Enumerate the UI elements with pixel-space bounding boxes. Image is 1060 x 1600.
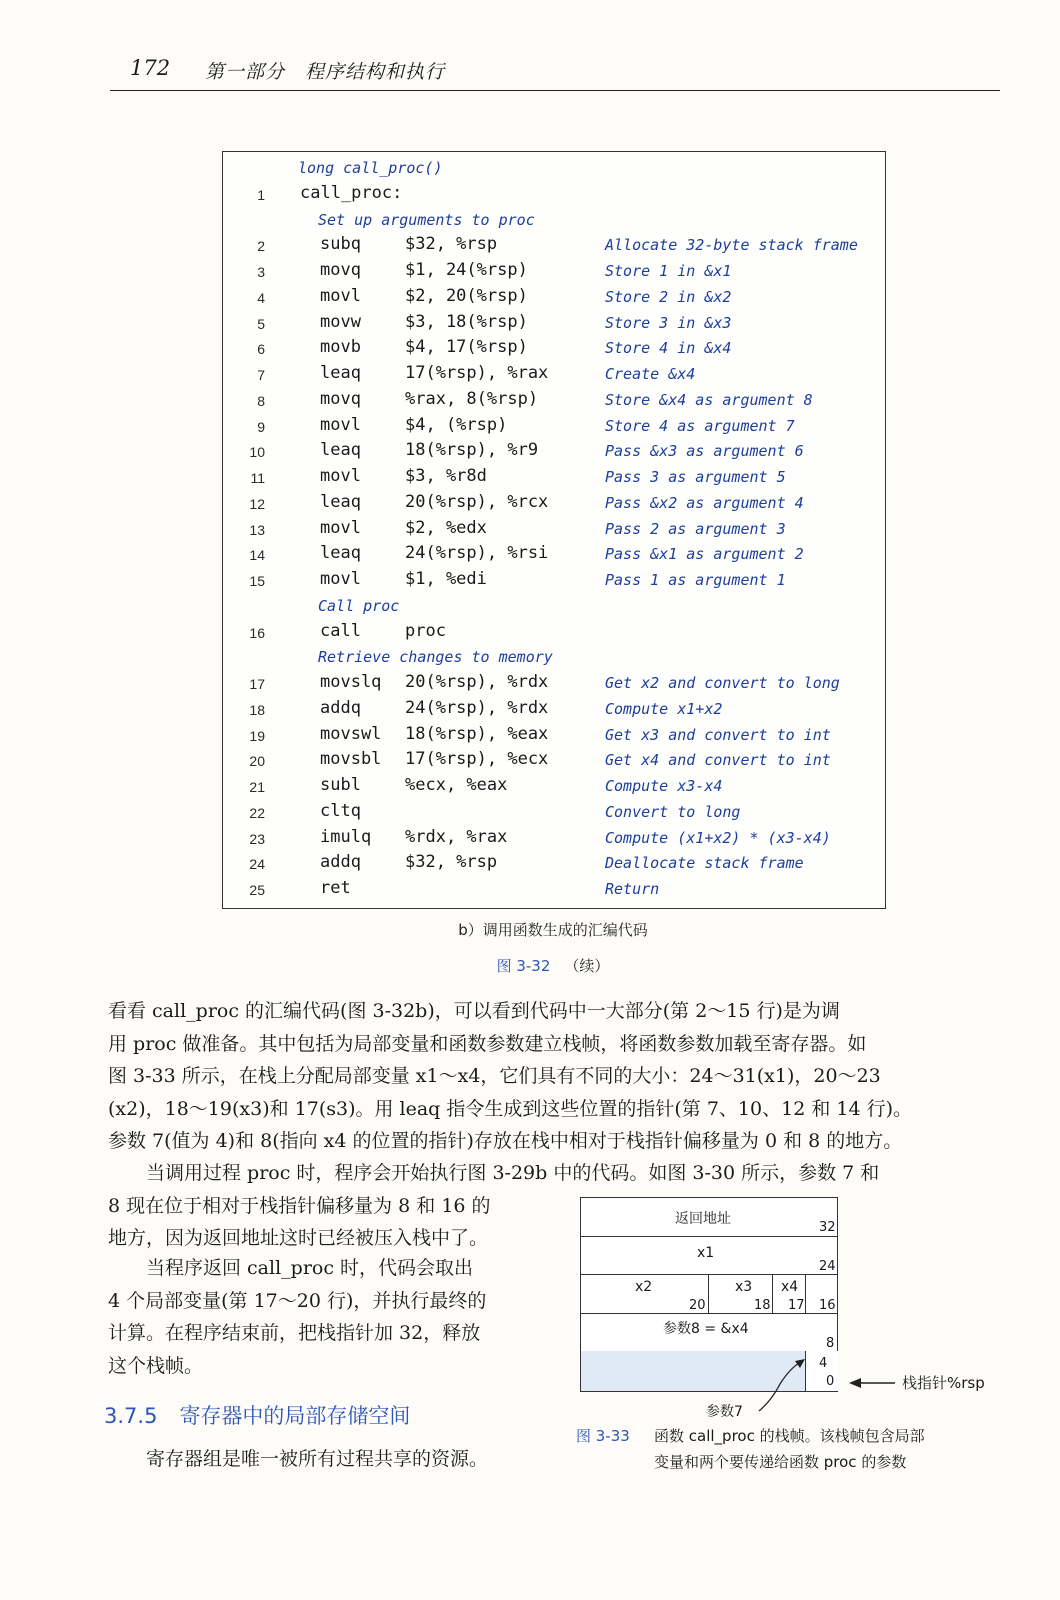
section-number: 3.7.5 xyxy=(104,1404,158,1428)
code-label-line xyxy=(223,181,885,207)
opcode: movb xyxy=(320,337,361,358)
code-instruction-line xyxy=(223,413,885,439)
operands: 17(%rsp), %ecx xyxy=(405,749,549,770)
opcode: movl xyxy=(320,414,361,435)
operands: 18(%rsp), %eax xyxy=(405,723,549,744)
assembly-code-listing xyxy=(222,151,886,909)
instruction-comment: Deallocate stack frame xyxy=(605,854,804,873)
opcode: movslq xyxy=(320,672,382,692)
opcode: call xyxy=(320,620,361,641)
line-number: 10 xyxy=(249,444,265,461)
offset-4: 4 xyxy=(819,1356,828,1371)
arg8-label: 参数8 = &x4 xyxy=(663,1321,749,1337)
code-instruction-line xyxy=(223,876,885,902)
line-number: 14 xyxy=(249,547,265,564)
code-instruction-line xyxy=(223,670,885,696)
running-header xyxy=(110,56,1000,91)
line-number: 23 xyxy=(249,830,265,847)
instruction-comment: Convert to long xyxy=(605,802,741,821)
line-number: 20 xyxy=(249,753,265,770)
code-instruction-line xyxy=(223,850,885,876)
instruction-comment: Store 2 in &x2 xyxy=(605,287,732,306)
text-line: 4 个局部变量(第 17～20 行)，并执行最终的 xyxy=(108,1289,487,1312)
code-instruction-line xyxy=(223,310,885,336)
operands: $1, %edi xyxy=(405,569,487,589)
code-instruction-line xyxy=(223,696,885,722)
divider-x2-x3 xyxy=(708,1274,709,1313)
body-paragraph xyxy=(108,1252,558,1382)
code-section-line xyxy=(223,593,885,619)
figure-number: 图 3-32 xyxy=(496,957,551,975)
opcode: movl xyxy=(320,569,361,589)
instruction-comment: Pass 3 as argument 5 xyxy=(605,468,786,486)
instruction-comment: Return xyxy=(605,880,660,898)
opcode: movq xyxy=(320,260,361,280)
code-instruction-line xyxy=(223,387,885,413)
code-instruction-line xyxy=(223,747,885,773)
line-number: 15 xyxy=(249,573,265,589)
figure-subcaption: b）调用函数生成的汇编代码 xyxy=(458,921,648,939)
opcode: ret xyxy=(320,878,351,898)
line-number: 18 xyxy=(249,701,265,718)
text-line: (x2)，18～19(x3)和 17(s3)。用 leaq 指令生成到这些位置的指针(第 7、10、12 和 14 行)。 xyxy=(108,1097,912,1120)
opcode: subl xyxy=(320,775,361,795)
x1-label: x1 xyxy=(697,1245,715,1261)
line-number: 9 xyxy=(257,418,265,435)
line-number: 8 xyxy=(257,392,265,409)
text-line: 寄存器组是唯一被所有过程共享的资源。 xyxy=(108,1448,489,1470)
x4-label: x4 xyxy=(781,1279,799,1295)
line-number: 25 xyxy=(249,882,265,898)
instruction-comment: Create &x4 xyxy=(605,365,696,383)
stack-row-arg7 xyxy=(581,1351,837,1391)
text-line: 参数 7(值为 4)和 8(指向 x4 的位置的指针)存放在栈中相对于栈指针偏移量为 0 和 8 的地方。 xyxy=(108,1130,903,1152)
figure-suffix: （续） xyxy=(564,957,610,975)
instruction-comment: Allocate 32-byte stack frame xyxy=(605,236,858,255)
code-instruction-line xyxy=(223,258,885,284)
offset-17: 17 xyxy=(788,1298,805,1313)
figure-33-number: 图 3-33 xyxy=(576,1427,630,1445)
instruction-comment: Get x4 and convert to int xyxy=(605,751,831,770)
text-line: 地方，因为返回地址这时已经被压入栈中了。 xyxy=(108,1227,489,1249)
line-number: 16 xyxy=(249,624,265,641)
figure-33-caption-line2: 变量和两个要传递给函数 proc 的参数 xyxy=(654,1453,907,1471)
section-heading xyxy=(104,1400,410,1430)
operands: %ecx, %eax xyxy=(405,775,508,795)
code-instruction-line xyxy=(223,773,885,799)
figure-33-caption-line1: 函数 call_proc 的栈帧。该栈帧包含局部 xyxy=(654,1427,925,1445)
code-instruction-line xyxy=(223,722,885,748)
line-number: 3 xyxy=(257,264,265,280)
arg7-label: 参数7 xyxy=(706,1404,743,1420)
instruction-comment: Get x2 and convert to long xyxy=(605,674,840,692)
opcode: leaq xyxy=(320,491,361,512)
operands: $2, 20(%rsp) xyxy=(405,285,528,306)
line-number: 22 xyxy=(249,804,265,821)
instruction-comment: Store 3 in &x3 xyxy=(605,313,732,332)
line-number: 19 xyxy=(249,727,265,744)
operands: 20(%rsp), %rdx xyxy=(405,672,549,692)
text-line: 8 现在位于相对于栈指针偏移量为 8 和 16 的 xyxy=(108,1194,491,1217)
instruction-comment: Pass 1 as argument 1 xyxy=(605,571,786,589)
offset-24: 24 xyxy=(819,1259,836,1274)
offset-20: 20 xyxy=(689,1298,706,1313)
instruction-comment: Pass &x3 as argument 6 xyxy=(605,442,804,461)
line-number: 2 xyxy=(257,238,265,255)
body-paragraph xyxy=(108,1443,558,1476)
code-instruction-line xyxy=(223,516,885,542)
part-title: 第一部分 程序结构和执行 xyxy=(205,61,446,83)
section-comment-call: Call proc xyxy=(318,596,400,615)
operands: %rax, 8(%rsp) xyxy=(405,388,539,409)
operands: %rdx, %rax xyxy=(405,826,508,847)
line-number: 21 xyxy=(249,779,265,795)
divider-x3-x4 xyxy=(772,1274,773,1313)
operands: $2, %edx xyxy=(405,517,487,538)
line-number: 6 xyxy=(257,341,265,358)
code-instruction-line xyxy=(223,464,885,490)
code-section-line xyxy=(223,644,885,670)
operands: $32, %rsp xyxy=(405,234,498,255)
text-line: 这个栈帧。 xyxy=(108,1354,204,1377)
line-number: 12 xyxy=(249,495,265,512)
line-number: 24 xyxy=(249,856,265,873)
code-instruction-line xyxy=(223,335,885,361)
opcode: addq xyxy=(320,852,361,873)
opcode: cltq xyxy=(320,800,361,821)
instruction-comment: Pass &x1 as argument 2 xyxy=(605,545,804,564)
opcode: movl xyxy=(320,466,361,486)
operands: 17(%rsp), %rax xyxy=(405,363,549,383)
body-paragraph xyxy=(108,995,992,1158)
stack-pointer-label: 栈指针%rsp xyxy=(902,1374,985,1392)
code-instruction-line xyxy=(223,438,885,464)
opcode: subq xyxy=(320,234,361,255)
opcode: movl xyxy=(320,517,361,538)
instruction-comment: Store 4 as argument 7 xyxy=(605,416,795,435)
operands: $32, %rsp xyxy=(405,852,498,873)
line-number: 11 xyxy=(250,470,265,486)
operands: $4, 17(%rsp) xyxy=(405,337,528,358)
stack-row-return-address xyxy=(581,1198,837,1237)
function-signature: long call_proc() xyxy=(298,159,443,177)
figure-caption xyxy=(222,955,884,976)
offset-16: 16 xyxy=(819,1298,836,1313)
return-address-label: 返回地址 xyxy=(675,1211,731,1227)
line-number: 13 xyxy=(249,521,265,538)
section-title: 寄存器中的局部存储空间 xyxy=(179,1404,411,1428)
stack-frame-diagram xyxy=(580,1197,838,1392)
opcode: movq xyxy=(320,388,361,409)
operands: $3, %r8d xyxy=(405,466,487,486)
code-instruction-line xyxy=(223,619,885,645)
body-paragraph xyxy=(108,1157,992,1255)
stack-row-x1 xyxy=(581,1236,837,1275)
opcode: leaq xyxy=(320,363,361,383)
function-label: call_proc: xyxy=(300,182,403,203)
code-instruction-line xyxy=(223,541,885,567)
line-number: 5 xyxy=(257,315,265,332)
x3-label: x3 xyxy=(735,1279,753,1295)
opcode: movl xyxy=(320,285,361,306)
section-comment-setup: Set up arguments to proc xyxy=(318,210,535,229)
section-comment-retrieve: Retrieve changes to memory xyxy=(318,648,553,667)
x2-label: x2 xyxy=(635,1279,653,1295)
offset-18: 18 xyxy=(754,1298,771,1313)
instruction-comment: Store &x4 as argument 8 xyxy=(605,390,813,409)
code-signature-line xyxy=(223,155,885,181)
line-number: 7 xyxy=(257,367,265,383)
instruction-comment: Compute x1+x2 xyxy=(605,699,723,718)
line-number: 17 xyxy=(249,676,265,692)
text-line: 用 proc 做准备。其中包括为局部变量和函数参数建立栈帧，将函数参数加载至寄存器。如 xyxy=(108,1032,867,1055)
operands: proc xyxy=(405,620,446,641)
instruction-comment: Pass 2 as argument 3 xyxy=(605,519,786,538)
code-instruction-line xyxy=(223,284,885,310)
instruction-comment: Store 4 in &x4 xyxy=(605,339,732,358)
line-number: 4 xyxy=(257,289,265,306)
opcode: movswl xyxy=(320,723,382,744)
divider-x4-pad xyxy=(805,1274,806,1313)
text-line: 图 3-33 所示，在栈上分配局部变量 x1～x4，它们具有不同的大小：24～31(x1)，20～23 xyxy=(108,1065,881,1087)
page-number: 172 xyxy=(130,56,171,80)
code-instruction-line xyxy=(223,799,885,825)
text-line: 当程序返回 call_proc 时，代码会取出 xyxy=(108,1257,474,1279)
instruction-comment: Compute (x1+x2) * (x3-x4) xyxy=(605,828,831,847)
stack-row-arg8 xyxy=(581,1313,837,1352)
line-number: 1 xyxy=(257,186,265,203)
operands: 18(%rsp), %r9 xyxy=(405,440,539,461)
opcode: movsbl xyxy=(320,749,382,770)
instruction-comment: Compute x3-x4 xyxy=(605,777,723,795)
operands: $1, 24(%rsp) xyxy=(405,260,528,280)
text-line: 当调用过程 proc 时，程序会开始执行图 3-29b 中的代码。如图 3-30 所示，参数 7 和 xyxy=(108,1162,880,1184)
text-line: 计算。在程序结束前，把栈指针加 32，释放 xyxy=(108,1322,481,1344)
offset-32: 32 xyxy=(819,1220,836,1235)
operands: 24(%rsp), %rdx xyxy=(405,697,549,718)
operands: $4, (%rsp) xyxy=(405,414,508,435)
offset-8: 8 xyxy=(826,1336,835,1351)
code-instruction-line xyxy=(223,361,885,387)
offset-0: 0 xyxy=(826,1374,835,1389)
code-instruction-line xyxy=(223,490,885,516)
opcode: movw xyxy=(320,311,361,332)
operands: 24(%rsp), %rsi xyxy=(405,543,549,564)
code-instruction-line xyxy=(223,567,885,593)
text-line: 看看 call_proc 的汇编代码(图 3-32b)，可以看到代码中一大部分(第 2～15 行)是为调 xyxy=(108,1000,840,1022)
opcode: imulq xyxy=(320,826,372,847)
instruction-comment: Get x3 and convert to int xyxy=(605,725,831,744)
opcode: leaq xyxy=(320,543,361,564)
code-instruction-line xyxy=(223,825,885,851)
stack-pointer-arrowhead xyxy=(849,1378,861,1388)
operands: $3, 18(%rsp) xyxy=(405,311,528,332)
code-instruction-line xyxy=(223,232,885,258)
opcode: addq xyxy=(320,697,361,718)
instruction-comment: Pass &x2 as argument 4 xyxy=(605,493,804,512)
opcode: leaq xyxy=(320,440,361,461)
operands: 20(%rsp), %rcx xyxy=(405,491,549,512)
instruction-comment: Store 1 in &x1 xyxy=(605,262,732,280)
code-section-line xyxy=(223,207,885,233)
